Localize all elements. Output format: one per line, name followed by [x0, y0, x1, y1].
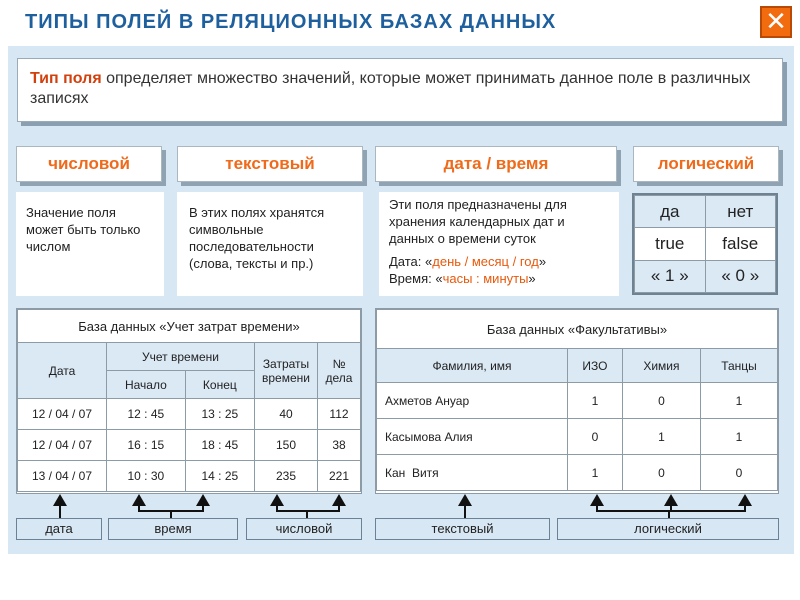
category-text: текстовый — [177, 146, 363, 182]
arrow-up-icon — [196, 494, 210, 506]
logic-cell: « 0 » — [705, 260, 776, 292]
db1-caption: База данных «Учет затрат времени» — [18, 310, 361, 343]
db1-header-cost: Затраты времени — [255, 343, 318, 399]
cell: 18 : 45 — [185, 430, 254, 461]
desc-datetime — [379, 192, 619, 296]
page-title: ТИПЫ ПОЛЕЙ В РЕЛЯЦИОННЫХ БАЗАХ ДАННЫХ — [25, 11, 557, 33]
logic-cell: false — [705, 228, 776, 260]
desc-numeric — [16, 192, 164, 296]
arrow-up-icon — [270, 494, 284, 506]
label-logical: логический — [557, 518, 779, 540]
logic-cell: true — [635, 228, 706, 260]
desc-text — [177, 192, 363, 296]
arrow-up-icon — [664, 494, 678, 506]
cell: 13 : 25 — [185, 399, 254, 430]
label-time: время — [108, 518, 238, 540]
definition-body: определяет множество значений, которые может принимать данное поле в различных записях — [30, 70, 751, 107]
cell: Ахметов Ануар — [377, 383, 568, 419]
db2-header-chem: Химия — [622, 349, 700, 383]
logic-cell: да — [635, 196, 706, 228]
cell: 40 — [255, 399, 318, 430]
category-datetime: дата / время — [375, 146, 617, 182]
cell: 1 — [622, 419, 700, 455]
table-row — [377, 419, 778, 455]
date-format: Дата: «день / месяц / год» — [389, 254, 547, 269]
table-row — [377, 383, 778, 419]
cell: 1 — [568, 455, 623, 491]
arrow-up-icon — [53, 494, 67, 506]
cell: 0 — [622, 455, 700, 491]
cell: 16 : 15 — [107, 430, 186, 461]
desc-text-text: В этих полях хранятся символьные последовательности (слова, тексты и пр.) — [189, 205, 325, 271]
arrow-up-icon — [132, 494, 146, 506]
db1-header-time: Учет времени — [107, 343, 255, 371]
arrow-up-icon — [590, 494, 604, 506]
table-row — [18, 430, 361, 461]
arrow-up-icon — [458, 494, 472, 506]
table-row — [18, 461, 361, 492]
db-time-tracking — [16, 308, 362, 494]
db1-header-end: Конец — [185, 371, 254, 399]
cell: 221 — [318, 461, 361, 492]
db2-header-dance: Танцы — [701, 349, 778, 383]
definition-box — [17, 58, 783, 122]
cell: 12 / 04 / 07 — [18, 399, 107, 430]
label-text: текстовый — [375, 518, 550, 540]
cell: 235 — [255, 461, 318, 492]
category-logical: логический — [633, 146, 779, 182]
db1-header-num: № дела — [318, 343, 361, 399]
cell: 0 — [622, 383, 700, 419]
cell: 38 — [318, 430, 361, 461]
header — [0, 0, 800, 44]
cell: 0 — [568, 419, 623, 455]
definition-text — [30, 69, 772, 109]
table-row — [377, 455, 778, 491]
definition-term: Тип поля — [30, 70, 102, 87]
logic-cell: « 1 » — [635, 260, 706, 292]
cell: Кан Витя — [377, 455, 568, 491]
table-row — [635, 228, 776, 260]
cell: 14 : 25 — [185, 461, 254, 492]
db1-header-start: Начало — [107, 371, 186, 399]
db2-header-name: Фамилия, имя — [377, 349, 568, 383]
table-row — [635, 196, 776, 228]
arrow-up-icon — [738, 494, 752, 506]
db2-header-art: ИЗО — [568, 349, 623, 383]
cell: 1 — [701, 383, 778, 419]
db1-header-date: Дата — [18, 343, 107, 399]
db2-caption: База данных «Факультативы» — [377, 310, 778, 349]
logic-cell: нет — [705, 196, 776, 228]
category-numeric: числовой — [16, 146, 162, 182]
arrow-up-icon — [332, 494, 346, 506]
cell: 12 / 04 / 07 — [18, 430, 107, 461]
label-date: дата — [16, 518, 102, 540]
cell: 13 / 04 / 07 — [18, 461, 107, 492]
desc-numeric-text: Значение поля может быть только числом — [26, 205, 141, 254]
cell: 150 — [255, 430, 318, 461]
db-electives — [375, 308, 779, 494]
cell: 1 — [568, 383, 623, 419]
cell: 10 : 30 — [107, 461, 186, 492]
cell: Касымова Алия — [377, 419, 568, 455]
table-row — [18, 399, 361, 430]
table-row — [635, 260, 776, 292]
cell: 1 — [701, 419, 778, 455]
desc-datetime-text: Эти поля предназначены для хранения календарных дат и данных о времени суток — [389, 197, 567, 246]
close-button[interactable]: ✕ — [760, 6, 792, 38]
time-format: Время: «часы : минуты» — [389, 271, 536, 286]
cell: 0 — [701, 455, 778, 491]
label-numeric: числовой — [246, 518, 362, 540]
cell: 112 — [318, 399, 361, 430]
cell: 12 : 45 — [107, 399, 186, 430]
logic-values-table — [632, 193, 778, 295]
